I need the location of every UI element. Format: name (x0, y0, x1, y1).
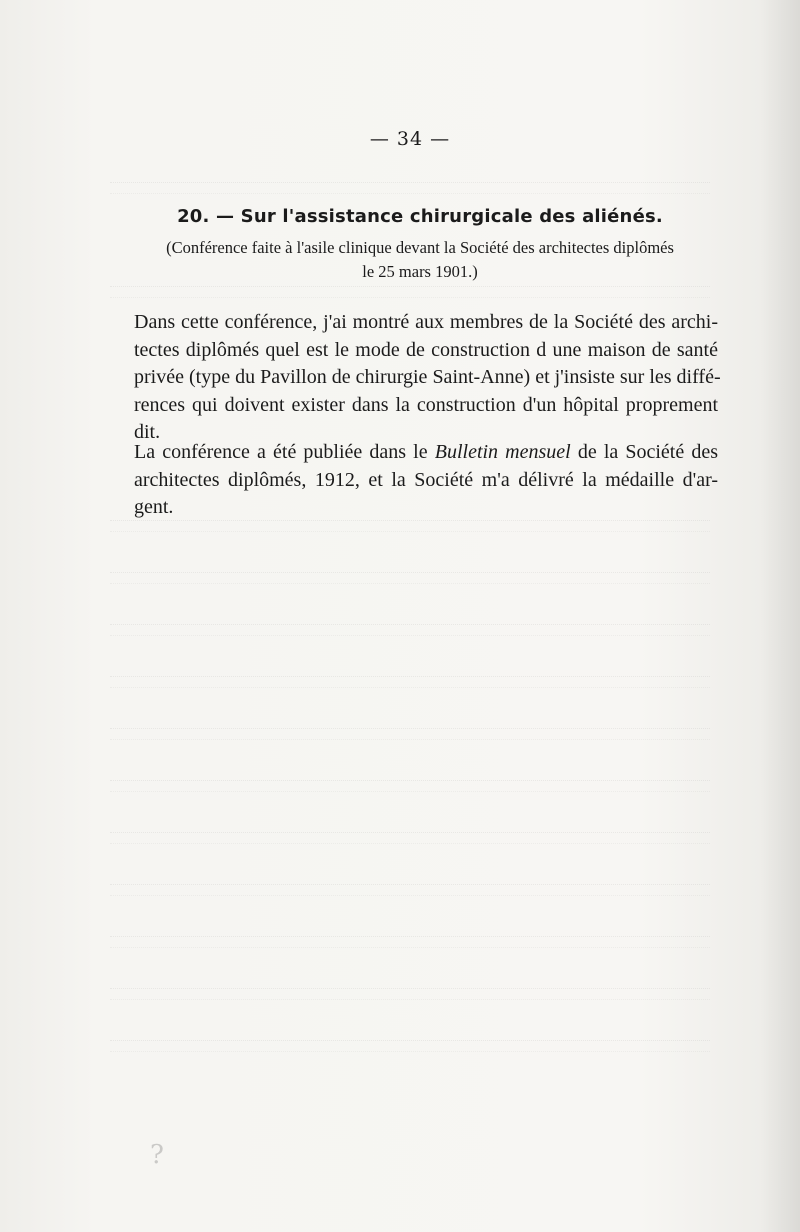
bleed-through-line (110, 728, 710, 740)
margin-mark: ? (150, 1140, 164, 1170)
bleed-through-line (110, 182, 710, 194)
paragraph-line: privée (type du Pavillon de chirurgie Saint-Anne) et j'insiste sur les diffé- (134, 366, 721, 388)
paragraph-line: Dans cette conférence, j'ai montré aux membres de la Société des archi- (134, 311, 718, 333)
paragraph-line: gent. (134, 496, 174, 518)
bleed-through-line (110, 624, 710, 636)
subtitle-line: le 25 mars 1901.) (362, 262, 478, 281)
subtitle-line: (Conférence faite à l'asile clinique devant la Société des architectes diplômés (166, 238, 674, 257)
bleed-through-line (110, 936, 710, 948)
paragraph-line: rences qui doivent exister dans la construction d'un hôpital proprement (134, 393, 718, 416)
publication-title: Bulletin mensuel (434, 441, 571, 463)
bleed-through-line (110, 520, 710, 532)
paragraph-2 (134, 439, 718, 522)
paragraph-line: tectes diplômés quel est le mode de construction d une maison de santé (134, 338, 718, 361)
section-heading: 20. — Sur l'assistance chirurgicale des aliénés. (177, 206, 663, 227)
text-run: La conférence a été publiée dans le (134, 441, 435, 463)
bleed-through-line (110, 832, 710, 844)
bleed-through-line (110, 884, 710, 896)
page-edge-shadow (760, 0, 800, 1232)
paragraph-line (134, 439, 718, 467)
bleed-through-line (110, 1040, 710, 1052)
bleed-through-line (110, 780, 710, 792)
bleed-through-line (110, 988, 710, 1000)
paragraph-1 (134, 309, 721, 447)
page-number: — 34 — (369, 128, 451, 150)
bleed-through-line (110, 676, 710, 688)
text-run: de la Société des (570, 441, 719, 463)
paragraph-line: architectes diplômés, 1912, et la Société m'a délivré la médaille d'ar- (134, 468, 718, 491)
paragraph-line: dit. (134, 421, 161, 443)
section-subtitle (120, 236, 720, 284)
bleed-through-line (110, 572, 710, 584)
bleed-through-line (110, 286, 710, 298)
